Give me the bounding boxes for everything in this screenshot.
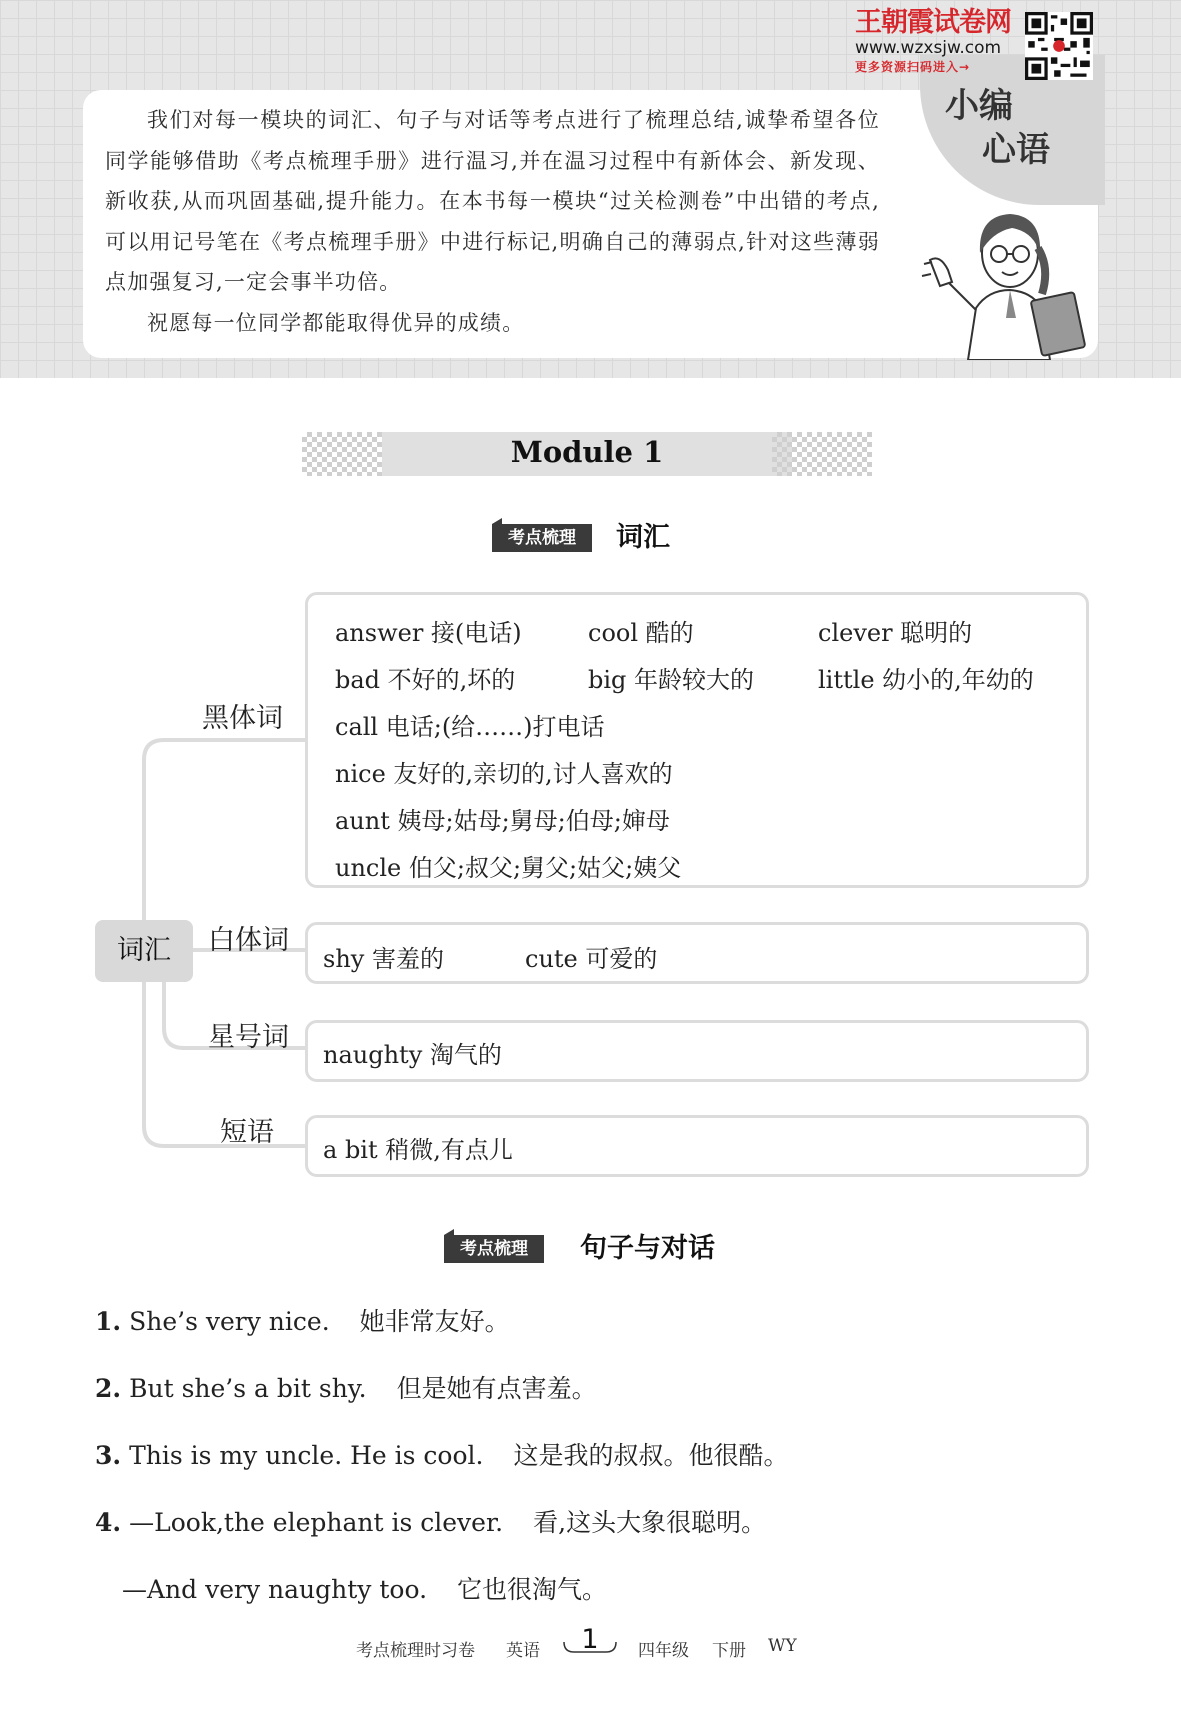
sentence-number: 1. bbox=[95, 1307, 122, 1336]
category-plain-words: 白体词 bbox=[208, 925, 289, 956]
vocab-section-header bbox=[492, 521, 792, 555]
editor-note-paragraph-1: 我们对每一模块的词汇、句子与对话等考点进行了梳理总结,诚挚希望各位同学能够借助《考点梳理手册》进行温习,并在温习过程中有新体会、新发现、新收获,从而巩固基础,提升能力。在本书每一模块“过关检测卷”中出错的考点,可以用记号笔在《考点梳理手册》中进行标记,明确自己的薄弱点,针对这些薄弱点加强复习,一定会事半功倍。 bbox=[105, 108, 880, 294]
vocab-word: little 幼小的,年幼的 bbox=[818, 666, 1034, 694]
vocab-word: call 电话;(给……)打电话 bbox=[335, 713, 605, 741]
sentence-item bbox=[95, 1302, 510, 1338]
vocab-tree-root: 词汇 bbox=[95, 920, 193, 982]
vocab-word: shy 害羞的 bbox=[323, 945, 444, 973]
brand-logo[interactable] bbox=[855, 8, 1023, 76]
vocab-word: cool 酷的 bbox=[588, 619, 694, 647]
sentence-chinese: 看,这头大象很聪明。 bbox=[533, 1508, 767, 1537]
footer-volume: 下册 bbox=[712, 1641, 746, 1661]
module-title: Module 1 bbox=[510, 435, 664, 469]
sentence-number: 2. bbox=[95, 1374, 122, 1403]
vocab-word: aunt 姨母;姑母;舅母;伯母;婶母 bbox=[335, 807, 670, 835]
qr-code-icon[interactable] bbox=[1025, 12, 1093, 80]
category-bold-words: 黑体词 bbox=[202, 703, 283, 734]
sentence-chinese: 它也很淘气。 bbox=[457, 1575, 608, 1604]
module-title-bar bbox=[302, 432, 872, 476]
sentence-item bbox=[122, 1570, 607, 1606]
page-number: 1 bbox=[581, 1624, 599, 1655]
category-phrases: 短语 bbox=[220, 1117, 274, 1148]
sentence-item bbox=[95, 1436, 788, 1472]
brand-name: 王朝霞试卷网 bbox=[855, 7, 1011, 38]
sentence-chinese: 这是我的叔叔。他很酷。 bbox=[513, 1441, 789, 1470]
category-star-words: 星号词 bbox=[208, 1022, 289, 1053]
editor-note-paragraph-2: 祝愿每一位同学都能取得优异的成绩。 bbox=[147, 310, 525, 335]
editor-note-title-1: 小编 bbox=[945, 86, 1013, 126]
sentence-chinese: 但是她有点害羞。 bbox=[396, 1374, 597, 1403]
vocab-word: a bit 稍微,有点儿 bbox=[323, 1136, 513, 1164]
footer-subject: 英语 bbox=[506, 1641, 540, 1661]
sentence-section-tag: 考点梳理 bbox=[444, 1235, 544, 1263]
brand-more: 更多资源扫码进入→ bbox=[855, 60, 971, 74]
editor-note-text bbox=[105, 100, 880, 343]
teacher-illustration bbox=[918, 198, 1098, 360]
vocab-word: clever 聪明的 bbox=[818, 619, 973, 647]
footer-edition: WY bbox=[768, 1636, 797, 1656]
brand-url[interactable]: www.wzxsjw.com bbox=[855, 38, 1002, 58]
sentence-item bbox=[95, 1503, 766, 1539]
vocab-word: answer 接(电话) bbox=[335, 619, 522, 647]
phrases-box bbox=[305, 1115, 1089, 1177]
sentence-english: She’s very nice. bbox=[129, 1307, 330, 1336]
vocab-word: bad 不好的,坏的 bbox=[335, 666, 516, 694]
editor-note-title-2: 心语 bbox=[982, 130, 1050, 170]
vocab-section-title: 词汇 bbox=[616, 522, 670, 553]
footer-grade: 四年级 bbox=[638, 1641, 689, 1661]
vocab-section-tag: 考点梳理 bbox=[492, 524, 592, 552]
footer-book-title: 考点梳理时习卷 bbox=[356, 1641, 475, 1661]
sentence-item bbox=[95, 1369, 597, 1405]
plain-words-box bbox=[305, 922, 1089, 984]
sentence-chinese: 她非常友好。 bbox=[359, 1307, 510, 1336]
vocab-word: big 年龄较大的 bbox=[588, 666, 755, 694]
sentence-english: —Look,the elephant is clever. bbox=[129, 1508, 504, 1537]
sentence-section-title: 句子与对话 bbox=[580, 1233, 715, 1264]
sentence-english: —And very naughty too. bbox=[122, 1575, 428, 1604]
sentence-section-header bbox=[444, 1232, 804, 1266]
sentence-number: 3. bbox=[95, 1441, 122, 1470]
vocab-word: uncle 伯父;叔父;舅父;姑父;姨父 bbox=[335, 854, 682, 882]
vocab-word: cute 可爱的 bbox=[525, 945, 658, 973]
sentence-english: This is my uncle. He is cool. bbox=[129, 1441, 484, 1470]
sentence-english: But she’s a bit shy. bbox=[129, 1374, 367, 1403]
vocab-word: nice 友好的,亲切的,讨人喜欢的 bbox=[335, 760, 673, 788]
vocab-word: naughty 淘气的 bbox=[323, 1041, 502, 1069]
star-words-box bbox=[305, 1020, 1089, 1082]
bold-words-box bbox=[305, 592, 1089, 888]
sentence-number: 4. bbox=[95, 1508, 122, 1537]
